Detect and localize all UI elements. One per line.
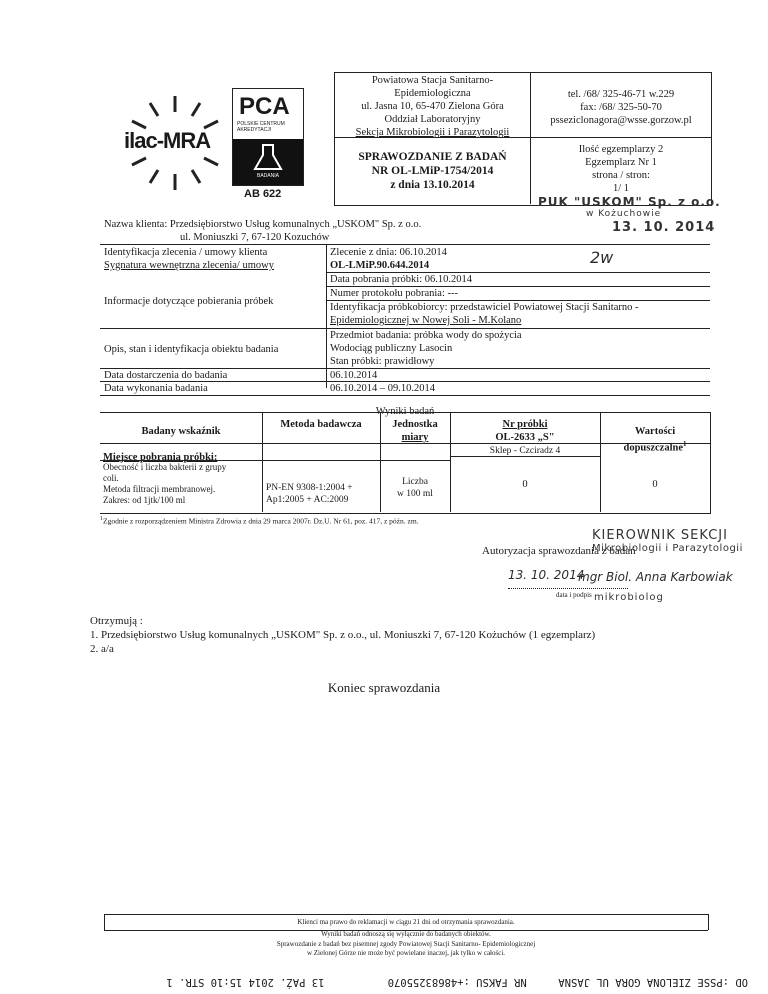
signature-label: Sygnatura wewnętrzna zlecenia/ umowy [104, 260, 274, 271]
order-id-value: Zlecenie z dnia: 06.10.2014 [330, 247, 447, 258]
footer-line-2: Wyniki badań odnoszą się wyłącznie do badanych obiektów. [321, 930, 491, 938]
auth-date: 13. 10. 2014 [508, 568, 585, 582]
indicator-line-1: Obecność i liczba bakterii z grupy [103, 462, 227, 472]
pca-sub-1: POLSKIE CENTRUM [237, 121, 285, 127]
flask-icon [233, 139, 303, 175]
client-label: Nazwa klienta: [104, 219, 168, 230]
col-allowed-1: Wartości [634, 426, 676, 437]
col-allowed-2: dopuszczalne [623, 442, 683, 454]
footer-notes [104, 916, 708, 958]
stamp-company: PUK "USKOM" Sp. z o.o. [538, 195, 721, 209]
report-title: SPRAWOZDANIE Z BADAŃ [358, 151, 507, 163]
stamp-town: w Kożuchowie [586, 209, 662, 219]
auth-caption: data i podpis [556, 591, 592, 599]
object-state: Stan próbki: prawidłowy [330, 356, 435, 367]
stamp-date: 13. 10. 2014 [612, 220, 716, 235]
report-number: NR OL-LMiP-1754/2014 [371, 165, 494, 177]
location-value: Sklep - Czciradz 4 [489, 446, 561, 456]
order-id-label: Identyfikacja zlecenia / umowy klienta [104, 247, 268, 258]
execution-label: Data wykonania badania [104, 383, 208, 394]
results-title: Wyniki badań [375, 406, 435, 417]
stamp-sub: Mikrobiologii i Parazytologii [592, 543, 743, 554]
pca-logo [232, 88, 304, 186]
stamp-bottom: mikrobiolog [594, 592, 664, 603]
col-indicator: Badany wskaźnik [141, 426, 221, 437]
badania-label: BADANIA [257, 173, 279, 179]
stamp-title: KIEROWNIK SEKCJI [592, 528, 728, 543]
contact-fax: fax: /68/ 325-50-70 [580, 102, 662, 113]
col-method: Metoda badawcza [280, 419, 362, 430]
sampling-label: Informacje dotyczące pobierania próbek [104, 296, 274, 307]
contact-email: psseziclonagora@wsse.gorzow.pl [550, 115, 692, 126]
pages-value: 1/ 1 [612, 183, 630, 194]
delivery-label: Data dostarczenia do badania [104, 370, 228, 381]
footnote-sup: 1 [100, 516, 103, 522]
unit-desc [380, 476, 450, 500]
indicator-desc [103, 462, 226, 506]
authorization-label: Autoryzacja sprawozdania z badań [482, 545, 636, 557]
allowed-value: 0 [652, 479, 658, 490]
ilac-label: ilac-MRA [124, 128, 211, 153]
delivery-value: 06.10.2014 [330, 370, 378, 381]
sampler-id-cont: Epidemiologicznej w Nowej Soli - M.Kolano [330, 315, 522, 326]
fax-line-text: OD :PSSE ZIELONA GORA UL JASNA NR FAKSU :+48683255070 13 PAŹ. 2014 15:10 STR. 1 [166, 976, 748, 988]
contact-tel: tel. /68/ 325-46-71 w.229 [567, 89, 675, 100]
lab-line-2: Epidemiologiczna [394, 88, 471, 99]
col-unit [380, 418, 450, 444]
lab-line-4: Oddział Laboratoryjny [384, 114, 481, 125]
method-line-2: Ap1:2005 + AC:2009 [266, 495, 349, 505]
col-sample [450, 418, 600, 444]
signer-name: mgr Biol. Anna Karbowiak [578, 570, 733, 584]
footer-line-1: Klienci ma prawo do reklamacji w ciągu 21 dni od otrzymania sprawozdania. [297, 918, 515, 926]
fax-header-line [0, 972, 768, 988]
unit-line-2: w 100 ml [397, 489, 433, 499]
footer-line-3: Sprawozdanie z badań bez pisemnej zgody Powiatowej Stacji Sanitarno- Epidemiologicznej [276, 940, 536, 948]
col-unit-2: miary [401, 432, 429, 443]
indicator-line-2: coli. [103, 473, 119, 483]
method-desc [266, 482, 353, 506]
lab-contact [532, 88, 710, 127]
object-waterworks: Wodociąg publiczny Lasocin [330, 343, 453, 354]
lab-line-1: Powiatowa Stacja Sanitarno- [371, 75, 494, 86]
protocol-number: Numer protokołu pobrania: --- [330, 288, 459, 299]
kierownik-stamp [592, 528, 743, 554]
stamp-initials: 2w [590, 248, 614, 267]
badania-badge [233, 139, 303, 185]
recipients-title: Otrzymują : [90, 615, 143, 627]
report-date: z dnia 13.10.2014 [390, 179, 475, 191]
client-address: ul. Moniuszki 7, 67-120 Kozuchów [180, 232, 330, 243]
lab-line-5: Sekcja Mikrobiologii i Parazytologii [355, 127, 510, 138]
signature-value: OL-LMiP.90.644.2014 [330, 260, 430, 271]
footnote-text: Zgodnie z rozporządzeniem Ministra Zdrowia z dnia 29 marca 2007r. Dz.U. Nr 61, poz. 417, z późn. zm. [103, 516, 419, 526]
recipients [90, 614, 595, 656]
col-sample-2: OL-2633 „S" [495, 432, 555, 443]
pca-label: PCA [239, 93, 290, 120]
unit-line-1: Liczba [402, 477, 428, 487]
copies-info [532, 143, 710, 195]
location-label: Miejsce pobrania próbki: [103, 452, 218, 463]
col-allowed [600, 425, 710, 455]
col-unit-1: Jednostka [392, 419, 438, 430]
col-allowed-sup: 1 [683, 440, 687, 448]
object-subject: Przedmiot badania: próbka wody do spożycia [330, 330, 522, 341]
copy-number: Egzemplarz Nr 1 [585, 157, 657, 168]
footer-line-4: w Zielonej Górze nie może być powielane inaczej, jak tylko w całości. [306, 949, 506, 957]
copies-count: Ilość egzemplarzy 2 [578, 144, 664, 155]
pca-sub-2: AKREDYTACJI [237, 127, 272, 133]
client-value: Przedsiębiorstwo Usług komunalnych „USKOM" Sp. z o.o. [169, 219, 422, 230]
sampling-date: Data pobrania próbki: 06.10.2014 [330, 274, 473, 285]
end-text: Koniec sprawozdania [327, 680, 441, 695]
col-sample-1: Nr próbki [502, 419, 548, 430]
object-label: Opis, stan i identyfikacja obiektu badania [104, 344, 279, 355]
sampler-id: Identyfikacja próbkobiorcy: przedstawiciel Powiatowej Stacji Sanitarno - [330, 302, 639, 313]
execution-value: 06.10.2014 – 09.10.2014 [330, 383, 435, 394]
recipient-2: 2. a/a [90, 643, 114, 655]
result-value: 0 [522, 479, 528, 490]
accreditation-number: AB 622 [244, 188, 282, 200]
footnote [100, 514, 419, 527]
report-heading [336, 150, 529, 192]
recipient-1: 1. Przedsiębiorstwo Usług komunalnych „USKOM" Sp. z o.o., ul. Moniuszki 7, 67-120 Kożuchów (1 egzemplarz) [90, 629, 596, 641]
lab-address [336, 74, 529, 139]
lab-line-3: ul. Jasna 10, 65-470 Zielona Góra [361, 101, 504, 112]
client-row [104, 218, 421, 231]
pages-label: strona / stron: [592, 170, 650, 181]
indicator-line-3: Metoda filtracji membranowej. [103, 484, 216, 494]
method-line-1: PN-EN 9308-1:2004 + [266, 483, 353, 493]
indicator-line-4: Zakres: od 1jtk/100 ml [103, 495, 186, 505]
ilac-mra-logo [120, 88, 230, 198]
